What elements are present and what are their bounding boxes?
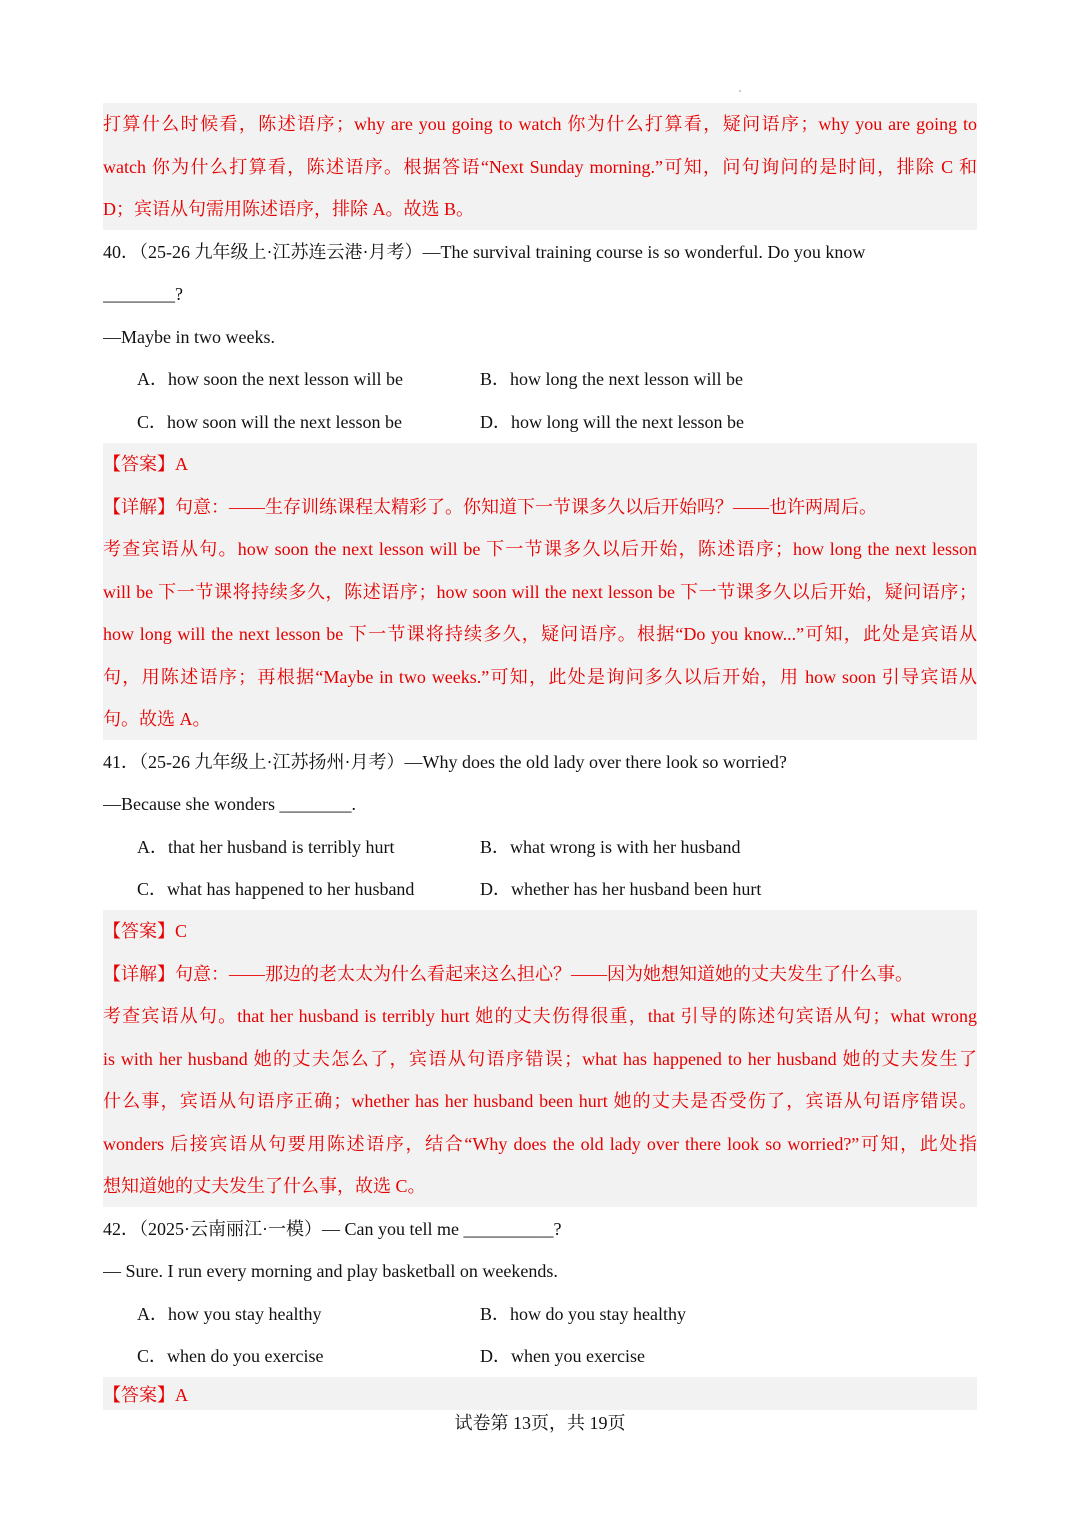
q40-stem: 40．（25-26 九年级上·江苏连云港·月考）—The survival training course is so wonderful. Do you know xyxy=(103,241,866,262)
q42-option-c: C．when do you exercise xyxy=(137,1346,324,1366)
q40-detail-line-1: 【详解】句意：——生存训练课程太精彩了。你知道下一节课多久以后开始吗？——也许两周后。 xyxy=(103,496,877,517)
q40-detail-line-3: will be 下一节课将持续多久，陈述语序；how soon will the next lesson be 下一节课多久以后开始，疑问语序； xyxy=(103,581,977,602)
q41-option-a: A．that her husband is terribly hurt xyxy=(137,836,395,857)
q40-option-c: C．how soon will the next lesson be xyxy=(137,411,402,432)
q41-reply: —Because she wonders ________. xyxy=(103,794,356,814)
q41-option-b: B．what wrong is with her husband xyxy=(480,836,741,857)
continuation-line-1: 打算什么时候看，陈述语序；why are you going to watch 你为什么打算看，疑问语序；why you are going to xyxy=(103,114,977,134)
q42-option-a: A．how you stay healthy xyxy=(137,1303,322,1324)
q41-detail-line-2: 考查宾语从句。that her husband is terribly hurt 她的丈夫伤得很重，that 引导的陈述句宾语从句；what wrong xyxy=(103,1006,977,1026)
q40-detail-line-5: 句，用陈述语序；再根据“Maybe in two weeks.”可知，此处是询问多久以后开始，用 how soon 引导宾语从 xyxy=(103,666,977,687)
q40-blank: ________? xyxy=(103,284,183,304)
q42-option-b: B．how do you stay healthy xyxy=(480,1303,686,1324)
answer-label: 【答案】 xyxy=(103,454,175,474)
q40-answer xyxy=(103,443,977,486)
answer-label: 【答案】 xyxy=(103,921,175,941)
q41-detail-line-6: 想知道她的丈夫发生了什么事，故选 C。 xyxy=(103,1176,426,1196)
q41-detail-line-5: wonders 后接宾语从句要用陈述语序，结合“Why does the old lady over there look so worried?”可知，此处指 xyxy=(103,1133,977,1154)
q40-option-b: B．how long the next lesson will be xyxy=(480,369,743,389)
answer-letter: A xyxy=(175,1385,188,1405)
q41-detail-line-4: 什么事，宾语从句语序正确；whether has her husband been hurt 她的丈夫是否受伤了，宾语从句语序错误。 xyxy=(103,1091,977,1111)
page-footer: 试卷第 13页，共 19页 xyxy=(454,1413,626,1433)
q40-detail-line-2: 考查宾语从句。how soon the next lesson will be 下一节课多久以后开始，陈述语序；how long the next lesson xyxy=(103,539,977,559)
q42-option-d: D．when you exercise xyxy=(480,1346,645,1366)
q40-option-d: D．how long will the next lesson be xyxy=(480,411,744,432)
q40-detail-line-4: how long will the next lesson be 下一节课将持续多久，疑问语序。根据“Do you know...”可知，此处是宾语从 xyxy=(103,624,977,644)
continuation-line-2: watch 你为什么打算看，陈述语序。根据答语“Next Sunday morning.”可知，问句询问的是时间，排除 C 和 xyxy=(103,156,977,177)
answer-label: 【答案】 xyxy=(103,1385,175,1405)
scan-speck xyxy=(739,90,741,92)
q41-stem: 41．（25-26 九年级上·江苏扬州·月考）—Why does the old lady over there look so worried? xyxy=(103,751,787,772)
q42-reply: — Sure. I run every morning and play basketball on weekends. xyxy=(103,1261,558,1281)
q42-stem: 42．（2025·云南丽江·一模）— Can you tell me __________? xyxy=(103,1218,562,1239)
q41-answer xyxy=(103,910,977,953)
q40-reply: —Maybe in two weeks. xyxy=(103,326,275,347)
continuation-line-3: D；宾语从句需用陈述语序，排除 A。故选 B。 xyxy=(103,199,475,219)
q41-option-c: C．what has happened to her husband xyxy=(137,879,415,899)
q40-detail-line-6: 句。故选 A。 xyxy=(103,709,211,729)
q40-option-a: A．how soon the next lesson will be xyxy=(137,369,403,389)
answer-letter: A xyxy=(175,454,188,474)
answer-letter: C xyxy=(175,921,188,941)
q41-detail-line-3: is with her husband 她的丈夫怎么了，宾语从句语序错误；what has happened to her husband 她的丈夫发生了 xyxy=(103,1048,977,1069)
q41-detail-line-1: 【详解】句意：——那边的老太太为什么看起来这么担心？——因为她想知道她的丈夫发生了什么事。 xyxy=(103,963,913,984)
q41-option-d: D．whether has her husband been hurt xyxy=(480,879,762,899)
